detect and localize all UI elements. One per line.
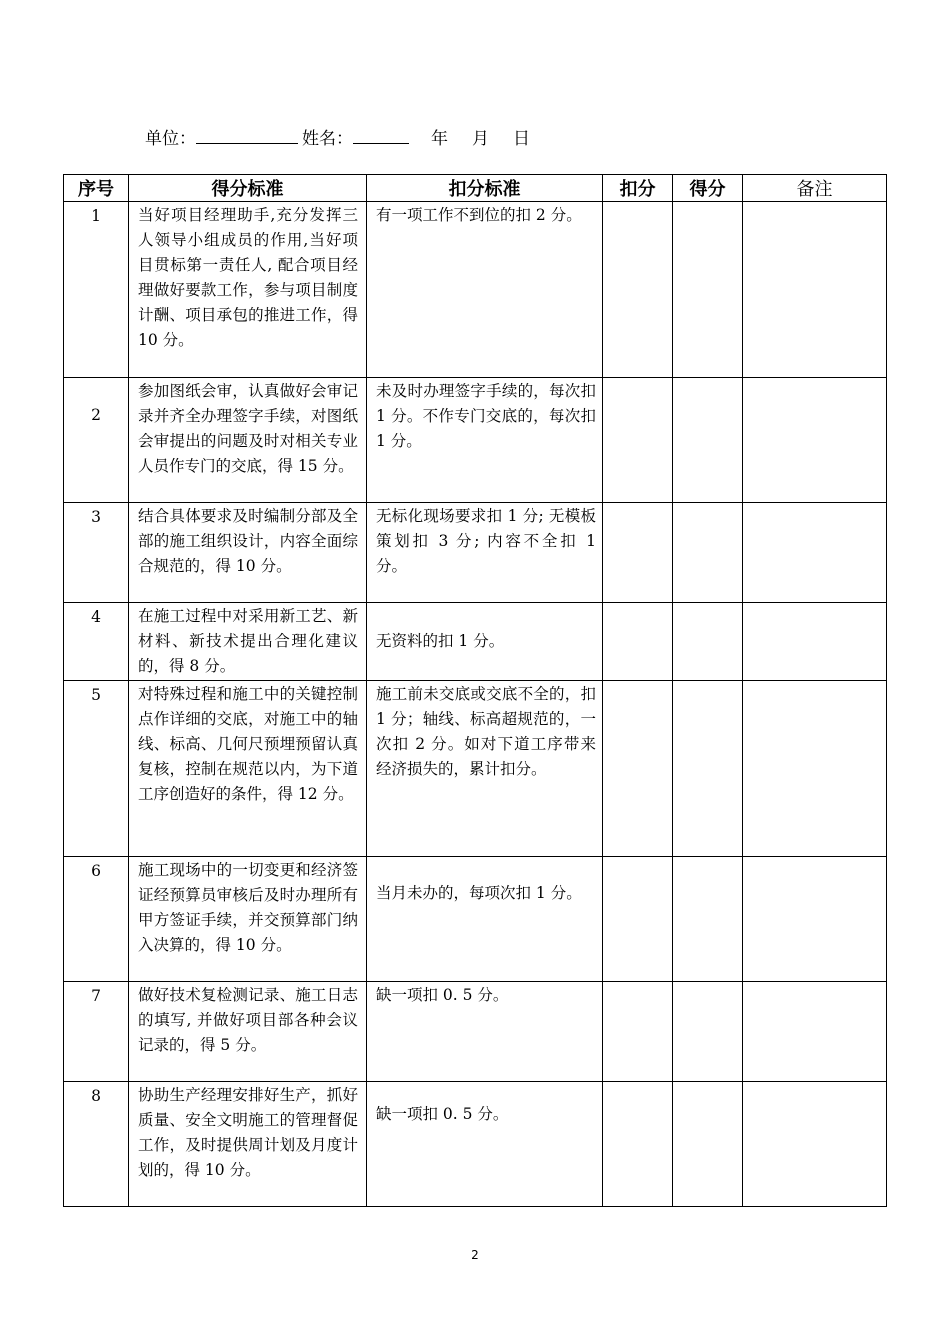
deducted-cell[interactable] xyxy=(603,603,673,681)
table-row xyxy=(64,603,887,681)
row-deduction: 无资料的扣 1 分。 xyxy=(367,603,603,681)
row-deduction: 无标化现场要求扣 1 分; 无模板策划扣 3 分; 内容不全扣 1 分。 xyxy=(367,503,603,603)
row-criteria: 结合具体要求及时编制分部及全部的施工组织设计，内容全面综合规范的，得 10 分。 xyxy=(129,503,367,603)
score-cell[interactable] xyxy=(673,503,743,603)
remarks-cell[interactable] xyxy=(743,378,887,503)
row-index: 8 xyxy=(64,1082,129,1207)
row-deduction: 未及时办理签字手续的，每次扣 1 分。不作专门交底的，每次扣 1 分。 xyxy=(367,378,603,503)
deducted-cell[interactable] xyxy=(603,1082,673,1207)
row-deduction: 施工前未交底或交底不全的，扣 1 分；轴线、标高超规范的，一次扣 2 分。如对下道工序带来经济损失的，累计扣分。 xyxy=(367,681,603,857)
row-criteria: 对特殊过程和施工中的关键控制点作详细的交底，对施工中的轴线、标高、几何尺预埋预留认真复核，控制在规范以内，为下道工序创造好的条件，得 12 分。 xyxy=(129,681,367,857)
remarks-cell[interactable] xyxy=(743,857,887,982)
column-header-deducted: 扣分 xyxy=(603,175,673,202)
table-header-row xyxy=(64,175,887,202)
table-row xyxy=(64,503,887,603)
deducted-cell[interactable] xyxy=(603,982,673,1082)
row-criteria: 参加图纸会审，认真做好会审记录并齐全办理签字手续，对图纸会审提出的问题及时对相关专业人员作专门的交底，得 15 分。 xyxy=(129,378,367,503)
table-row xyxy=(64,202,887,378)
deducted-cell[interactable] xyxy=(603,681,673,857)
score-cell[interactable] xyxy=(673,982,743,1082)
column-header-score: 得分 xyxy=(673,175,743,202)
month-label: 月 xyxy=(472,129,489,149)
remarks-cell[interactable] xyxy=(743,982,887,1082)
row-deduction: 当月未办的，每项次扣 1 分。 xyxy=(367,857,603,982)
column-header-remarks: 备注 xyxy=(743,175,887,202)
row-criteria: 当好项目经理助手,充分发挥三人领导小组成员的作用,当好项目贯标第一责任人, 配合项目经理做好要款工作，参与项目制度计酬、项目承包的推进工作，得 10 分。 xyxy=(129,202,367,378)
row-deduction: 缺一项扣 0. 5 分。 xyxy=(367,1082,603,1207)
row-criteria: 做好技术复检测记录、施工日志的填写, 并做好项目部各种会议记录的，得 5 分。 xyxy=(129,982,367,1082)
deducted-cell[interactable] xyxy=(603,503,673,603)
year-label: 年 xyxy=(431,129,448,149)
score-cell[interactable] xyxy=(673,202,743,378)
table-row xyxy=(64,681,887,857)
remarks-cell[interactable] xyxy=(743,603,887,681)
scoring-table xyxy=(63,174,887,1207)
column-header-deduction: 扣分标准 xyxy=(367,175,603,202)
unit-label: 单位： xyxy=(145,129,196,149)
row-index: 3 xyxy=(64,503,129,603)
unit-blank[interactable] xyxy=(196,125,298,144)
deducted-cell[interactable] xyxy=(603,378,673,503)
row-criteria: 协助生产经理安排好生产，抓好质量、安全文明施工的管理督促工作，及时提供周计划及月度计划的，得 10 分。 xyxy=(129,1082,367,1207)
score-cell[interactable] xyxy=(673,1082,743,1207)
deducted-cell[interactable] xyxy=(603,202,673,378)
row-index: 5 xyxy=(64,681,129,857)
name-blank[interactable] xyxy=(353,125,409,144)
row-index: 2 xyxy=(64,378,129,503)
name-label: 姓名： xyxy=(302,129,353,149)
row-index: 4 xyxy=(64,603,129,681)
score-cell[interactable] xyxy=(673,857,743,982)
form-header xyxy=(145,124,530,149)
table-row xyxy=(64,378,887,503)
row-index: 6 xyxy=(64,857,129,982)
row-index: 7 xyxy=(64,982,129,1082)
deducted-cell[interactable] xyxy=(603,857,673,982)
score-cell[interactable] xyxy=(673,603,743,681)
remarks-cell[interactable] xyxy=(743,681,887,857)
row-index: 1 xyxy=(64,202,129,378)
table-row xyxy=(64,982,887,1082)
remarks-cell[interactable] xyxy=(743,202,887,378)
column-header-index: 序号 xyxy=(64,175,129,202)
score-cell[interactable] xyxy=(673,681,743,857)
score-cell[interactable] xyxy=(673,378,743,503)
row-deduction: 缺一项扣 0. 5 分。 xyxy=(367,982,603,1082)
table-row xyxy=(64,1082,887,1207)
table-row xyxy=(64,857,887,982)
remarks-cell[interactable] xyxy=(743,503,887,603)
row-criteria: 在施工过程中对采用新工艺、新材料、新技术提出合理化建议的，得 8 分。 xyxy=(129,603,367,681)
row-criteria: 施工现场中的一切变更和经济签证经预算员审核后及时办理所有甲方签证手续，并交预算部门纳入决算的，得 10 分。 xyxy=(129,857,367,982)
column-header-criteria: 得分标准 xyxy=(129,175,367,202)
page-number: 2 xyxy=(471,1248,479,1262)
remarks-cell[interactable] xyxy=(743,1082,887,1207)
row-deduction: 有一项工作不到位的扣 2 分。 xyxy=(367,202,603,378)
day-label: 日 xyxy=(513,129,530,149)
